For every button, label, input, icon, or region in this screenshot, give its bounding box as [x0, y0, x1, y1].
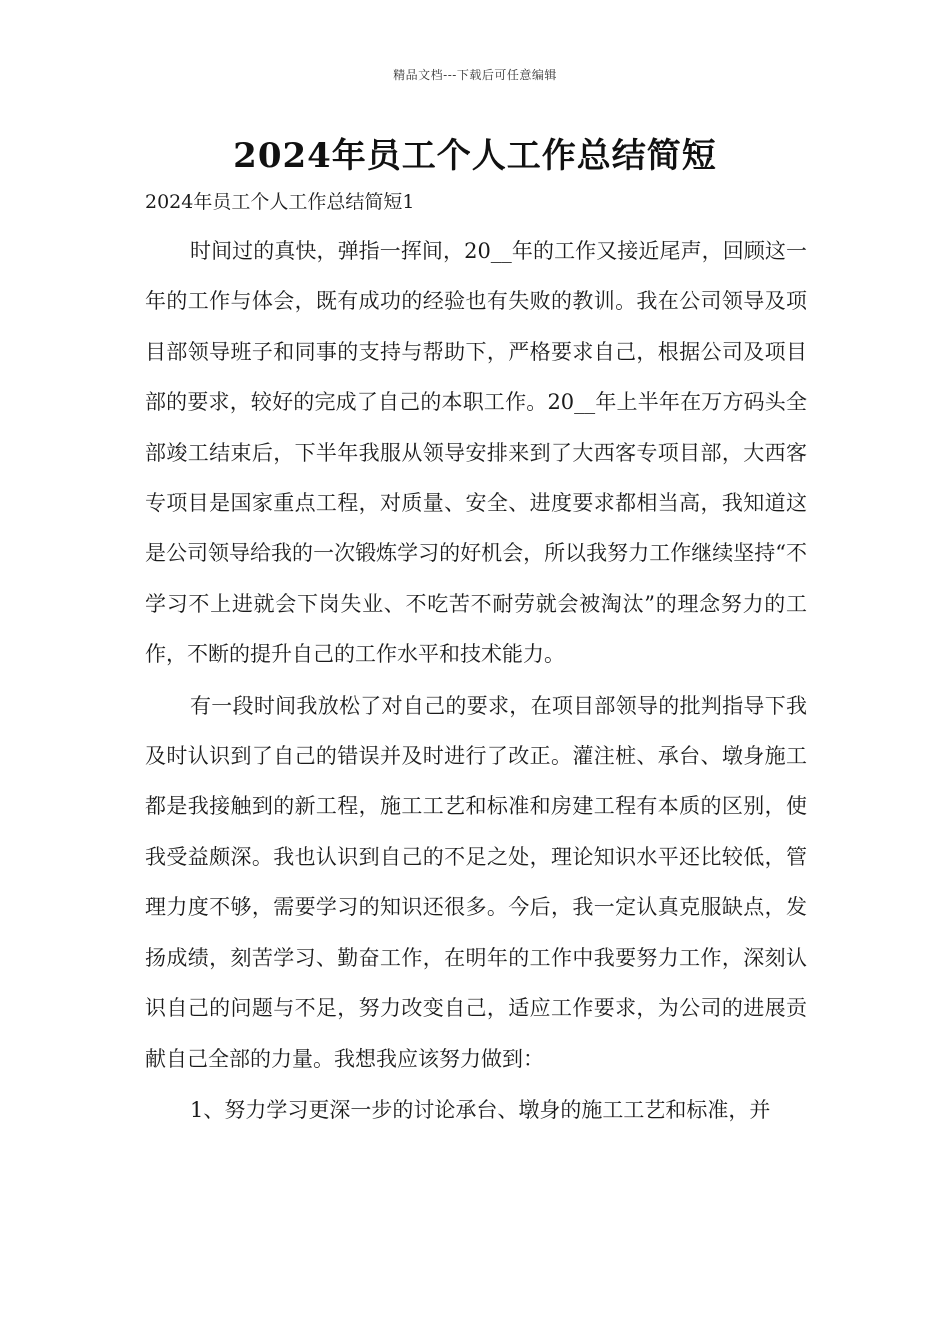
paragraph: 有一段时间我放松了对自己的要求，在项目部领导的批判指导下我及时认识到了自己的错误并及时进行了改正。灌注桩、承台、墩身施工都是我接触到的新工程，施工工艺和标准和房建工程有本质的区别，使我受益颇深。我也认识到自己的不足之处，理论知识水平还比较低，管理力度不够，需要学习的知识还很多。今后，我一定认真克服缺点，发扬成绩，刻苦学习、勤奋工作，在明年的工作中我要努力工作，深刻认识自己的问题与不足，努力改变自己，适应工作要求，为公司的进展贡献自己全部的力量。我想我应该努力做到： [145, 693, 807, 1071]
paragraph: 时间过的真快，弹指一挥间，20__年的工作又接近尾声，回顾这一年的工作与体会，既有成功的经验也有失败的教训。我在公司领导及项目部领导班子和同事的支持与帮助下，严格要求自己，根据公司及项目部的要求，较好的完成了自己的本职工作。20__年上半年在万方码头全部竣工结束后，下半年我服从领导安排来到了大西客专项目部，大西客专项目是国家重点工程，对质量、安全、进度要求都相当高，我知道这是公司领导给我的一次锻炼学习的好机会，所以我努力工作继续坚持“不学习不上进就会下岗失业、不吃苦不耐劳就会被淘汰”的理念努力的工作，不断的提升自己的工作水平和技术能力。 [145, 239, 807, 667]
paragraph: 1、努力学习更深一步的讨论承台、墩身的施工工艺和标准，并 [190, 1097, 771, 1122]
header-note: 精品文档---下载后可任意编辑 [393, 68, 557, 82]
section-heading: 2024年员工个人工作总结简短1 [145, 191, 415, 213]
document-body [145, 226, 807, 1136]
document-title: 2024年员工个人工作总结简短 [233, 136, 717, 176]
